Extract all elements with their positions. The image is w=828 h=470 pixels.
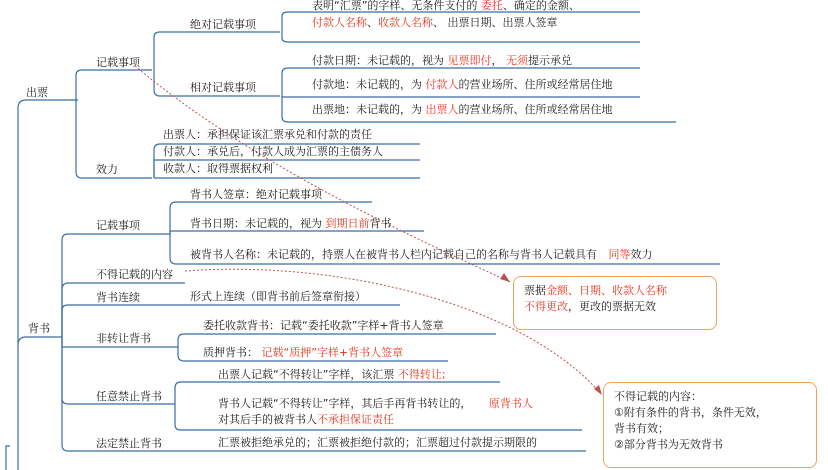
node-lianxu[interactable]: 背书连续 <box>96 291 140 304</box>
text-highlight: 收款人名称 <box>378 16 433 29</box>
text: 质押背书： <box>203 346 258 359</box>
feizhuanrang-zhiya <box>203 346 403 360</box>
fading-desc: 汇票被拒绝承兑的；汇票被拒绝付款的；汇票超过付款提示期限的 <box>218 436 537 449</box>
callout-line: ①附有条件的背书，条件无效， <box>614 406 767 419</box>
text-highlight: 金额、日期、收款人名称 <box>546 284 667 297</box>
node-chupiao-jizai[interactable]: 记载事项 <box>96 56 140 69</box>
node-xiaoli[interactable]: 效力 <box>96 163 118 176</box>
text: 、确定的金额、 <box>502 0 580 12</box>
text: 票据 <box>524 284 546 297</box>
text: 出票地：未记载的，为 <box>312 103 422 116</box>
text-highlight: 出票人 <box>425 103 459 116</box>
renyi-beishuren <box>218 397 533 411</box>
text-highlight: 不承担保证责任 <box>317 413 394 426</box>
beishu-jizai-qianzhang: 背书人签章：绝对记载事项 <box>190 188 322 201</box>
text-highlight: 付款人名称 <box>312 16 367 29</box>
text-highlight: 见票即付 <box>447 54 492 67</box>
text: 提示承兑 <box>528 54 572 67</box>
text-highlight: 付款人 <box>425 78 459 91</box>
callout-line <box>524 283 706 299</box>
xiangdui-line-1 <box>312 54 572 68</box>
text: 的营业场所、住所或经常居住地 <box>458 103 613 116</box>
text: 对其后手的被背书人 <box>218 413 317 426</box>
text-highlight: 原背书人 <box>488 397 533 410</box>
text-highlight: 记载“质押”字样+背书人签章 <box>261 346 404 359</box>
feizhuanrang-weituo: 委托收款背书：记载“委托收款”字样+背书人签章 <box>203 319 444 332</box>
xiaoli-shoukuanren: 收款人：取得票据权利 <box>163 162 273 175</box>
text: ，更改的票据无效 <box>568 300 656 313</box>
callout-bude-gengai <box>513 276 717 330</box>
text: 、 出票日期、出票人签章 <box>433 16 558 29</box>
text-highlight: 委托 <box>480 0 503 12</box>
renyi-chupiaoren <box>218 368 446 382</box>
callout-line: ②部分背书为无效背书 <box>614 438 723 451</box>
text: 付款日期：未记载的，视为 <box>312 54 444 67</box>
callout-line: 背书有效； <box>614 422 669 435</box>
node-renyi[interactable]: 任意禁止背书 <box>96 390 162 403</box>
beishu-jizai-riqi <box>190 217 392 231</box>
xiaoli-fukuanren: 付款人：承兑后，付款人成为汇票的主债务人 <box>163 145 383 158</box>
text: 被背书人名称：未记载的，持票人在被背书人栏内记载自己的名称与背书人记载具有 <box>190 248 597 261</box>
renyi-beishuren-cont <box>218 413 394 427</box>
text: 的营业场所、住所或经常居住地 <box>458 78 613 91</box>
node-feizhuanrang[interactable]: 非转让背书 <box>96 332 151 345</box>
node-chupiao[interactable]: 出票 <box>26 86 48 99</box>
text: 背书人记载“不得转让”字样，其后手再背书转让的， <box>218 397 472 410</box>
callout-title: 不得记载的内容： <box>614 390 702 403</box>
text-highlight: 不得转让; <box>397 368 446 381</box>
text: 、 <box>367 16 378 29</box>
text: 效力 <box>630 248 653 261</box>
text: 背书 <box>369 217 392 230</box>
text: 出票人记载“不得转让”字样，该汇票 <box>218 368 395 381</box>
node-juedui[interactable]: 绝对记载事项 <box>190 18 256 31</box>
node-beishu[interactable]: 背书 <box>28 322 50 335</box>
text-highlight: 到期日前 <box>325 217 370 230</box>
text: 表明“汇票”的字样、无条件支付的 <box>312 0 478 12</box>
beishu-jizai-mingcheng <box>190 248 653 262</box>
text-highlight: 不得更改 <box>524 300 568 313</box>
text: 付款地：未记载的，为 <box>312 78 422 91</box>
text-highlight: 同等 <box>608 248 631 261</box>
callout-bude-jizai <box>603 382 817 468</box>
juedui-line-1 <box>312 0 580 13</box>
node-beishu-jizai[interactable]: 记载事项 <box>96 219 140 232</box>
lianxu-desc: 形式上连续（即背书前后签章衔接） <box>190 290 366 303</box>
text-highlight: 无须 <box>506 54 528 67</box>
xiangdui-line-3 <box>312 103 613 117</box>
node-fading[interactable]: 法定禁止背书 <box>96 437 162 450</box>
xiaoli-chupiaoren: 出票人：承担保证该汇票承兑和付款的责任 <box>163 128 372 141</box>
juedui-line-2 <box>312 16 558 30</box>
text: ， <box>491 54 503 67</box>
node-budejizai[interactable]: 不得记载的内容 <box>96 268 173 281</box>
text: 背书日期：未记载的，视为 <box>190 217 322 230</box>
node-xiangdui[interactable]: 相对记载事项 <box>190 81 256 94</box>
xiangdui-line-2 <box>312 78 613 92</box>
callout-line <box>524 299 706 315</box>
